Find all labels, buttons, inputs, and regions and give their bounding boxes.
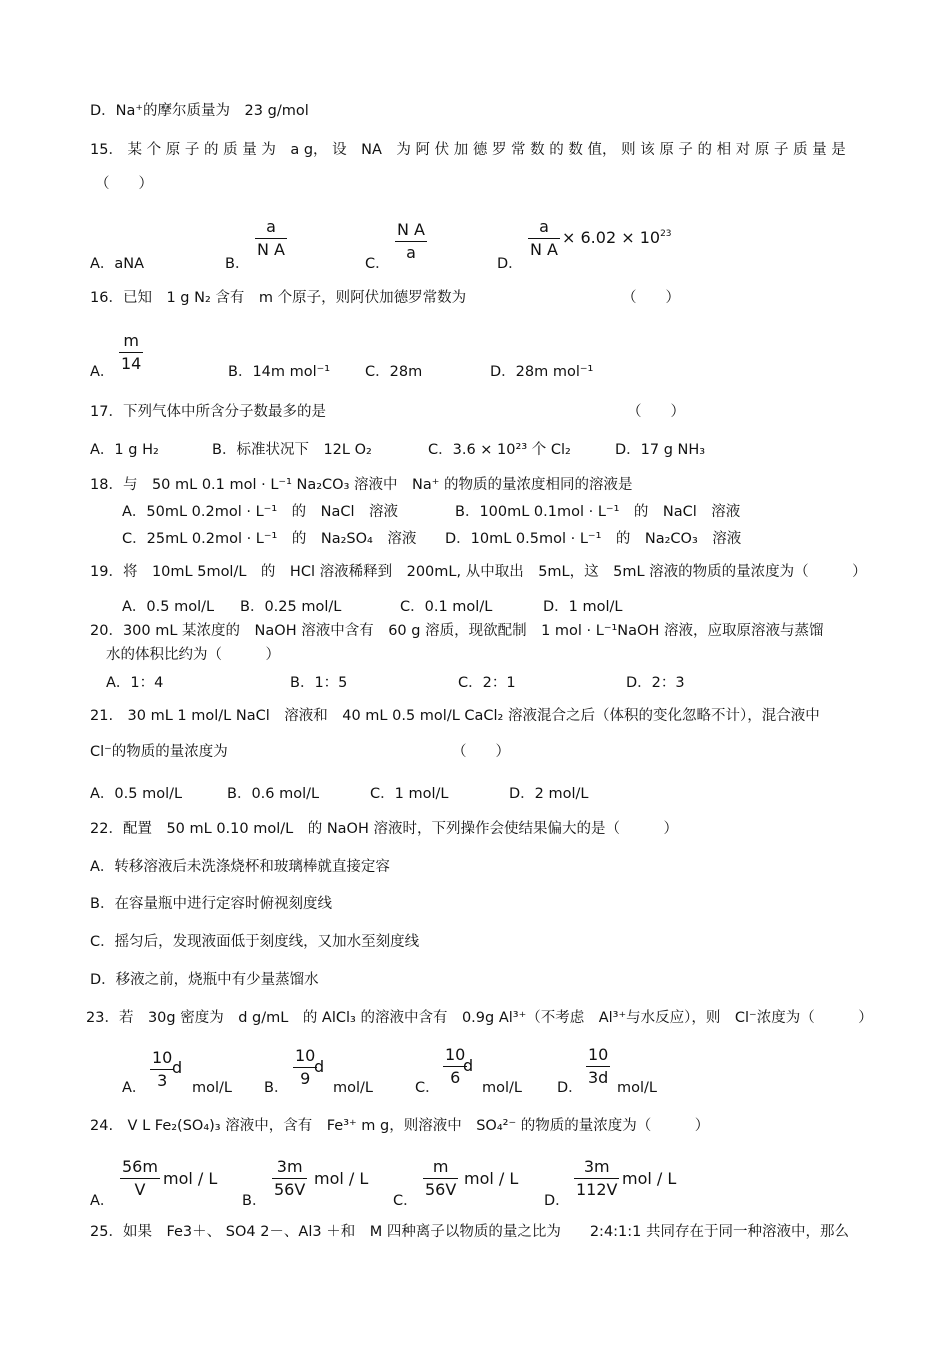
q23-unit-d: mol/L [617, 1080, 657, 1096]
q24-unit-d: mol / L [622, 1169, 677, 1188]
q23-option-b: B． [264, 1080, 289, 1096]
q21-option-b: B．0.6 mol/L [227, 786, 320, 802]
q24-frac-b [272, 1157, 307, 1200]
q23-frac-d-den: 3d [588, 1068, 609, 1087]
q23-frac-d [586, 1045, 610, 1088]
q22-option-a: A．转移溶液后未洗涤烧杯和玻璃棒就直接定容 [90, 859, 390, 875]
q24-frac-b-num: 3m [276, 1157, 303, 1176]
q23-frac-c-side: d [463, 1056, 474, 1075]
q23-frac-a-den: 3 [157, 1071, 168, 1090]
q15-frac-d-den: N A [530, 240, 558, 259]
q23-frac-d-num: 10 [588, 1045, 609, 1064]
q21-stem-cont: Cl⁻的物质的量浓度为 [90, 744, 228, 760]
q16-option-b: B．14m mol⁻¹ [228, 364, 331, 380]
q18-option-b: B．100mL 0.1mol · L⁻¹ 的 NaCl 溶液 [455, 504, 741, 520]
q24-frac-c-num: m [432, 1157, 449, 1176]
q21-option-a: A．0.5 mol/L [90, 786, 183, 802]
q25-stem: 25．如果 Fe3＋、 SO4 2－、Al3 ＋和 M 四种离子以物质的量之比为 2:4:1:1 共同存在于同一种溶液中，那么 [90, 1224, 849, 1240]
q22-option-c: C．摇匀后，发现液面低于刻度线，又加水至刻度线 [90, 934, 420, 950]
q16-frac-a-num: m [123, 331, 139, 350]
q16-frac-a [119, 331, 143, 374]
q16-stem: 16．已知 1 g N₂ 含有 m 个原子，则阿伏加德罗常数为 [90, 290, 467, 306]
q23-stem: 23．若 30g 密度为 d g/mL 的 AlCl₃ 的溶液中含有 0.9g Al³⁺（不考虑 Al³⁺与水反应），则 Cl⁻浓度为（ ） [86, 1010, 873, 1026]
q15-frac-d-num: a [539, 217, 549, 236]
q15-option-a: A．aNA [90, 256, 145, 272]
q22-stem: 22．配置 50 mL 0.10 mol/L 的 NaOH 溶液时，下列操作会使结果偏大的是（ ） [90, 821, 678, 837]
q15-option-d: D． [497, 256, 523, 272]
q23-unit-a: mol/L [192, 1080, 232, 1096]
q24-frac-b-den: 56V [274, 1180, 306, 1199]
q24-stem: 24. V L Fe₂(SO₄)₃ 溶液中，含有 Fe³⁺ m g，则溶液中 SO₄²⁻ 的物质的量浓度为（ ） [90, 1118, 710, 1134]
q24-option-d: D． [544, 1193, 570, 1209]
q20-option-c: C．2：1 [458, 675, 516, 691]
q19-option-b: B．0.25 mol/L [240, 599, 342, 615]
q24-frac-d-den: 112V [576, 1180, 618, 1199]
q15-option-c: C． [365, 256, 390, 272]
q23-option-a: A． [122, 1080, 147, 1096]
q24-unit-a: mol / L [163, 1169, 218, 1188]
q19-option-d: D．1 mol/L [543, 599, 623, 615]
q17-option-a: A．1 g H₂ [90, 442, 159, 458]
q23-frac-c-num: 10 [445, 1045, 466, 1064]
q15-frac-d [528, 217, 560, 260]
q15-frac-c [395, 220, 427, 263]
q23-frac-a-side: d [172, 1058, 183, 1077]
q20-option-b: B．1：5 [290, 675, 348, 691]
q15-stem: 15． 某 个 原 子 的 质 量 为 a g， 设 NA 为 阿 伏 加 德 罗 常 数 的 数 值， 则 该 原 子 的 相 对 原 子 质 量 是 [90, 142, 846, 158]
q14-option-d: D．Na⁺的摩尔质量为 23 g/mol [90, 103, 309, 119]
q23-frac-a [150, 1048, 174, 1091]
q17-option-d: D．17 g NH₃ [615, 442, 706, 458]
q20-stem-cont: 水的体积比约为（ ） [106, 647, 280, 663]
q24-option-a: A． [90, 1193, 115, 1209]
q24-option-c: C． [393, 1193, 418, 1209]
q17-stem: 17．下列气体中所含分子数最多的是 [90, 404, 326, 420]
q23-frac-b-num: 10 [295, 1046, 316, 1065]
q24-frac-a [120, 1157, 160, 1200]
q15-paren: （ ） [95, 176, 153, 192]
q17-option-b: B．标准状况下 12L O₂ [212, 442, 372, 458]
q24-frac-d-num: 3m [583, 1157, 610, 1176]
q19-option-a: A．0.5 mol/L [122, 599, 215, 615]
q19-option-c: C．0.1 mol/L [400, 599, 493, 615]
q16-option-d: D．28m mol⁻¹ [490, 364, 594, 380]
q15-frac-c-den: a [406, 243, 416, 262]
q17-paren: （ ） [627, 404, 685, 420]
q17-option-c: C．3.6 × 10²³ 个 Cl₂ [428, 442, 571, 458]
q23-option-c: C． [415, 1080, 440, 1096]
q23-frac-c-den: 6 [450, 1068, 461, 1087]
q18-stem: 18．与 50 mL 0.1 mol · L⁻¹ Na₂CO₃ 溶液中 Na⁺ 的物质的量浓度相同的溶液是 [90, 477, 633, 493]
q23-unit-b: mol/L [333, 1080, 373, 1096]
q15-frac-b-den: N A [257, 240, 285, 259]
q24-frac-a-den: V [134, 1180, 146, 1199]
q24-unit-b: mol / L [314, 1169, 369, 1188]
q21-option-d: D．2 mol/L [509, 786, 589, 802]
q24-frac-d [574, 1157, 619, 1200]
q15-frac-c-num: N A [397, 220, 425, 239]
q22-option-d: D．移液之前，烧瓶中有少量蒸馏水 [90, 972, 319, 988]
q18-option-d: D．10mL 0.5mol · L⁻¹ 的 Na₂CO₃ 溶液 [445, 531, 742, 547]
q23-frac-b-den: 9 [300, 1069, 311, 1088]
q20-stem: 20．300 mL 某浓度的 NaOH 溶液中含有 60 g 溶质，现欲配制 1 mol · L⁻¹NaOH 溶液，应取原溶液与蒸馏 [90, 623, 824, 639]
q16-option-a: A． [90, 364, 115, 380]
q24-frac-a-num: 56m [122, 1157, 158, 1176]
q21-option-c: C．1 mol/L [370, 786, 449, 802]
q21-paren: （ ） [452, 744, 510, 760]
q15-frac-b [255, 217, 287, 260]
q16-paren: （ ） [622, 290, 680, 306]
q23-frac-b-side: d [314, 1057, 325, 1076]
q19-stem: 19．将 10mL 5mol/L 的 HCl 溶液稀释到 200mL, 从中取出 5mL，这 5mL 溶液的物质的量浓度为（ ） [90, 564, 867, 580]
q24-frac-c [423, 1157, 458, 1200]
q15-option-b: B． [225, 256, 250, 272]
q23-unit-c: mol/L [482, 1080, 522, 1096]
q20-option-d: D．2：3 [626, 675, 685, 691]
q20-option-a: A．1：4 [106, 675, 164, 691]
q23-option-d: D． [557, 1080, 583, 1096]
q15-option-d-tail: × $6.02 \times 10^{23}$ [562, 228, 672, 247]
q24-option-b: B． [242, 1193, 267, 1209]
q24-frac-c-den: 56V [425, 1180, 457, 1199]
q18-option-a: A．50mL 0.2mol · L⁻¹ 的 NaCl 溶液 [122, 504, 399, 520]
q21-stem: 21. 30 mL 1 mol/L NaCl 溶液和 40 mL 0.5 mol/L CaCl₂ 溶液混合之后（体积的变化忽略不计），混合液中 [90, 708, 820, 724]
q18-option-c: C．25mL 0.2mol · L⁻¹ 的 Na₂SO₄ 溶液 [122, 531, 417, 547]
q23-frac-a-num: 10 [152, 1048, 173, 1067]
q24-unit-c: mol / L [464, 1169, 519, 1188]
q16-option-c: C．28m [365, 364, 423, 380]
q22-option-b: B．在容量瓶中进行定容时俯视刻度线 [90, 896, 332, 912]
q15-frac-b-num: a [266, 217, 276, 236]
q16-frac-a-den: 14 [121, 354, 142, 373]
